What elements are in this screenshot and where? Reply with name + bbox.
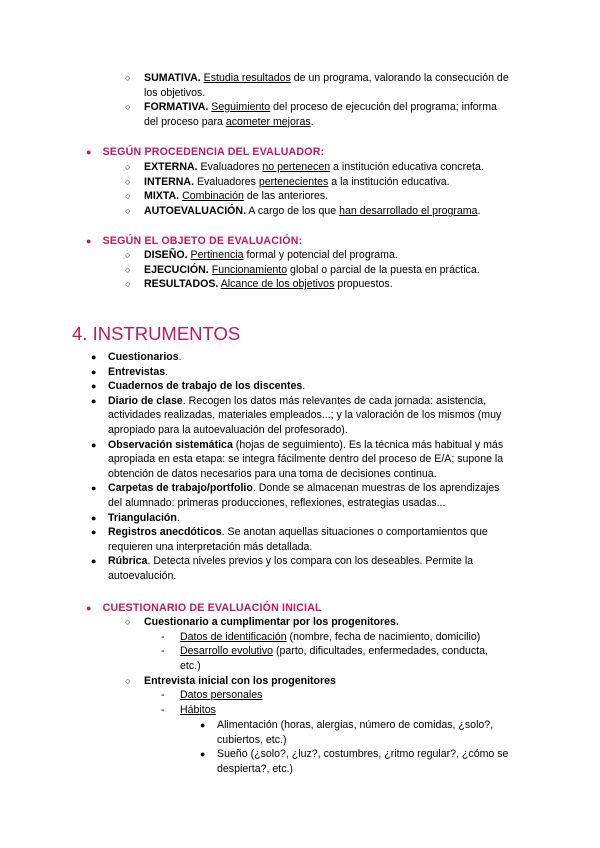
term: INTERNA. xyxy=(144,175,195,188)
dot-bullet-icon: ● xyxy=(91,395,97,406)
text: de un programa, valorando la consecución de xyxy=(290,72,509,84)
underlined-text: Datos de identificación xyxy=(180,631,287,643)
subheading: Cuestionario a cumplimentar por los progenitores. xyxy=(144,616,399,628)
list-item xyxy=(91,554,563,583)
underlined-text: Seguimiento xyxy=(211,101,271,113)
text: Evaluadores xyxy=(194,175,259,188)
underlined-text: Alcance de los objetivos xyxy=(220,278,335,291)
underlined-text: pertenecientes xyxy=(258,175,329,188)
term: Rúbrica xyxy=(108,555,148,568)
list-item xyxy=(91,481,563,510)
dot-bullet-icon: ● xyxy=(200,720,206,730)
text: (nombre, fecha de nacimiento, domicilio) xyxy=(286,631,481,643)
text: (hojas de seguimiento). Es la técnica más habitual y más xyxy=(232,438,504,451)
section-heading xyxy=(86,145,324,160)
underlined-text: Estudia resultados xyxy=(203,72,291,84)
section-title: CUESTIONARIO DE EVALUACIÓN INICIAL xyxy=(102,602,322,614)
dot-bullet-icon: ● xyxy=(91,556,97,567)
text: actividades realizadas, materiales empleados...; y la valoración de los mismos (muy xyxy=(108,409,502,422)
text: obtención de datos necesarios para una toma de decisiones continua. xyxy=(108,467,437,480)
underlined-text: no pertenecen xyxy=(262,161,331,173)
dash-bullet-icon: - xyxy=(161,645,165,657)
dot-bullet-icon: ● xyxy=(91,527,97,538)
text: despierta?, etc.) xyxy=(217,762,293,775)
text: . Detecta niveles previos y los compara con los deseables. Permite la xyxy=(147,555,474,568)
list-item xyxy=(91,438,563,482)
list-item xyxy=(161,703,560,718)
subheading: Entrevista inicial con los progenitores xyxy=(144,675,336,687)
list-item: ● Cuadernos de trabajo de los discentes. xyxy=(91,380,306,393)
list-item xyxy=(125,263,558,278)
circle-bullet-icon: ○ xyxy=(125,191,131,202)
list-item xyxy=(200,747,557,776)
term: MIXTA. xyxy=(144,190,180,203)
text: propuestos. xyxy=(334,278,393,291)
text: global o parcial de la puesta en práctica. xyxy=(287,263,480,276)
term: DISEÑO. xyxy=(144,249,188,261)
list-item xyxy=(125,189,558,204)
list-item xyxy=(125,71,558,100)
text: . Recogen los datos más relevantes de cada jornada: asistencia, xyxy=(182,394,487,407)
dot-bullet-icon: ● xyxy=(86,147,92,157)
underlined-text: Funcionamiento xyxy=(211,263,288,276)
term: Observación sistemática xyxy=(108,438,233,451)
section-heading xyxy=(86,234,302,249)
list-item xyxy=(91,525,563,554)
list-item xyxy=(125,160,558,175)
list-item xyxy=(200,718,557,747)
text: del proceso para xyxy=(144,115,226,128)
list-item xyxy=(125,175,558,190)
dot-bullet-icon: ● xyxy=(91,366,97,377)
list-item xyxy=(125,248,558,263)
underlined-text: acometer mejoras xyxy=(225,115,311,128)
list-item xyxy=(91,394,563,438)
list-item xyxy=(125,204,558,219)
list xyxy=(125,160,558,218)
list-item xyxy=(125,100,558,129)
text: del alumnado: primeras producciones, reflexiones, estrategias usadas... xyxy=(108,496,446,509)
dash-bullet-icon: - xyxy=(161,689,165,701)
underlined-text: Hábitos xyxy=(180,704,216,716)
text: A cargo de los que xyxy=(246,204,340,217)
term: Entrevistas xyxy=(108,365,166,378)
circle-bullet-icon: ○ xyxy=(125,279,131,290)
text: los objetivos. xyxy=(144,86,206,99)
list-item: ● Triangulación. xyxy=(91,511,180,524)
underlined-text: han desarrollado el programa xyxy=(339,204,478,217)
term: Cuadernos de trabajo de los discentes xyxy=(108,380,303,393)
text: Alimentación (horas, alergias, número de comidas, ¿solo?, xyxy=(217,719,494,731)
term: Registros anecdóticos xyxy=(108,526,222,539)
dot-bullet-icon: ● xyxy=(91,439,97,450)
term: FORMATIVA. xyxy=(144,101,209,113)
text: de las anteriores. xyxy=(243,190,329,203)
text: etc.) xyxy=(180,659,201,672)
text: apropiado para la autoevaluación del profesorado). xyxy=(108,423,348,436)
dot-bullet-icon: ● xyxy=(200,749,206,759)
circle-bullet-icon: ○ xyxy=(125,617,131,627)
term: Carpetas de trabajo/portfolio xyxy=(108,482,253,495)
term: SUMATIVA. xyxy=(144,72,201,84)
section-title: SEGÚN PROCEDENCIA DEL EVALUADOR: xyxy=(102,146,325,158)
text: . xyxy=(310,115,314,128)
list-item xyxy=(161,630,560,645)
underlined-text: Desarrollo evolutivo xyxy=(180,645,274,657)
list-item: ● Entrevistas. xyxy=(91,365,169,378)
underlined-text: Pertinencia xyxy=(190,249,244,261)
circle-bullet-icon: ○ xyxy=(125,250,131,260)
text: cubiertos, etc.) xyxy=(217,733,287,746)
dot-bullet-icon: ● xyxy=(86,603,92,613)
circle-bullet-icon: ○ xyxy=(125,102,131,112)
text: apropiada en esta etapa: se integra fácilmente dentro del proceso de E/A; supone la xyxy=(108,453,504,466)
instruments-list xyxy=(91,350,563,584)
term: Triangulación xyxy=(108,511,177,524)
list-item xyxy=(125,277,558,292)
text: (parto, dificultades, enfermedades, conducta, xyxy=(273,645,488,657)
dot-bullet-icon: ● xyxy=(91,352,97,362)
dot-bullet-icon: ● xyxy=(91,381,97,392)
circle-bullet-icon: ○ xyxy=(125,162,131,172)
dash-bullet-icon: - xyxy=(161,631,165,643)
term: Cuestionarios xyxy=(108,351,179,363)
list-item xyxy=(125,674,558,689)
text: Evaluadores xyxy=(197,161,263,173)
text: a institución educativa concreta. xyxy=(330,161,484,173)
text: requieren una interpretación más detallada. xyxy=(108,540,313,553)
list-item xyxy=(125,615,558,630)
dash-bullet-icon: - xyxy=(161,704,165,716)
term: AUTOEVALUACIÓN. xyxy=(144,204,247,217)
text: a la institución educativa. xyxy=(328,175,450,188)
circle-bullet-icon: ○ xyxy=(125,176,131,187)
list-item xyxy=(161,688,560,703)
page-heading: 4. INSTRUMENTOS xyxy=(72,323,241,344)
dot-bullet-icon: ● xyxy=(91,483,97,494)
circle-bullet-icon: ○ xyxy=(125,264,131,275)
text: . xyxy=(477,204,481,217)
circle-bullet-icon: ○ xyxy=(125,205,131,216)
text: del proceso de ejecución del programa; informa xyxy=(270,101,497,113)
circle-bullet-icon: ○ xyxy=(125,73,131,83)
list-item xyxy=(161,644,560,673)
dot-bullet-icon: ● xyxy=(91,512,97,523)
text: autoevalución. xyxy=(108,569,177,582)
list xyxy=(125,248,558,292)
text: formal y potencial del programa. xyxy=(243,249,398,261)
dot-bullet-icon: ● xyxy=(86,236,92,246)
underlined-text: Datos personales xyxy=(180,689,263,701)
text: Sueño (¿solo?, ¿luz?, costumbres, ¿ritmo regular?, ¿cómo se xyxy=(217,748,509,760)
underlined-text: Combinación xyxy=(182,190,244,203)
text: . Donde se almacenan muestras de los aprendizajes xyxy=(252,482,500,495)
list-item: ● Cuestionarios. xyxy=(91,351,182,363)
term: EJECUCIÓN. xyxy=(144,263,209,276)
term: RESULTADOS. xyxy=(144,278,219,291)
section-title: SEGÚN EL OBJETO DE EVALUACIÓN: xyxy=(102,235,303,247)
term: Diario de clase xyxy=(108,394,183,407)
text: . Se anotan aquellas situaciones o comportamientos que xyxy=(221,526,488,539)
term: EXTERNA. xyxy=(144,161,198,173)
section-heading xyxy=(86,601,322,616)
circle-bullet-icon: ○ xyxy=(125,676,131,686)
